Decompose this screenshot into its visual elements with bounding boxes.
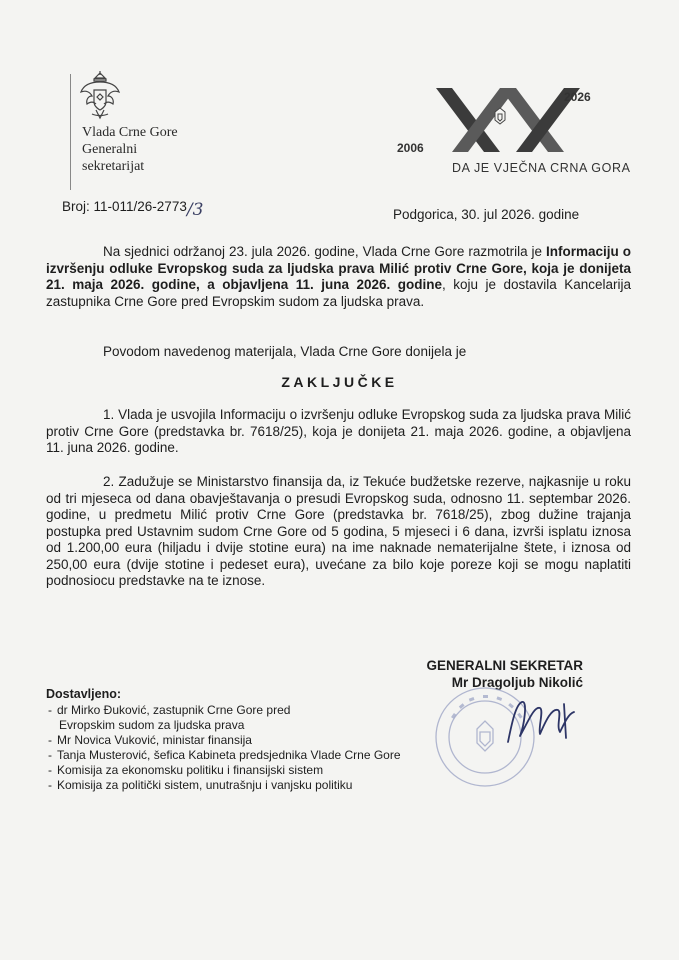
logo-year-left: 2006 — [397, 141, 424, 155]
intro-part-2: , koju je dostavila Kancelarija zastupnika Crne Gore pred Evropskim sudom za ljudska prava. — [46, 277, 631, 309]
signatory-name: Mr Dragoljub Nikolić — [451, 675, 583, 690]
reference-number-text: Broj: 11-011/26-2773 — [62, 199, 187, 214]
lead-paragraph — [46, 344, 631, 361]
distribution-item-5: Komisija za politički sistem, unutrašnju i vanjsku politiku — [57, 778, 353, 792]
distribution-item-3: Tanja Musterović, šefica Kabineta predsjednika Vlade Crne Gore — [57, 748, 401, 762]
conclusion-2-text: 2. Zadužuje se Ministarstvo finansija da, iz Tekuće budžetske rezerve, najkasnije u roku od tri mjeseca od dana obavještavanja o presudi Evropskog suda, odnosno 11. septembar 2026. godine, u predmetu Milić protiv Crne Gore (predstavka br. 7618/25), zbog dužine trajanja postupka pred Ustavnim sudom Crne Gore od 5 godina, 5 mjeseci i 6 dana, izvrši isplatu iznosa od 1.200,00 eura (hiljadu i dvije stotine eura) na ime naknade nematerijalne štete, i iznosa od 250,00 eura (dvije stotine i pedeset eura), uvećane za bilo koje poreze koji se mogu naplatiti podnosiocu predstavke na te iznose. — [46, 474, 631, 588]
distribution-item-1-line-1: dr Mirko Đuković, zastupnik Crne Gore pred — [57, 703, 291, 717]
intro-bold-title: Informaciju o izvršenju odluke Evropskog suda za ljudska prava Milić protiv Crne Gore, koja je donijeta 21. maja 2026. godine, a objavljena 11. juna 2026. godine — [46, 244, 631, 292]
intro-part-1: Na sjednici održanoj 23. jula 2026. godine, Vlada Crne Gore razmotrila je — [103, 244, 547, 259]
header-divider — [70, 74, 71, 190]
lead-text: Povodom navedenog materijala, Vlada Crne Gore donijela je — [103, 344, 467, 359]
distribution-item — [46, 778, 401, 793]
org-line-3: sekretarijat — [82, 159, 145, 174]
handwritten-suffix: /3 — [186, 200, 204, 220]
organization-name — [82, 124, 178, 175]
conclusion-1 — [46, 407, 631, 457]
org-line-1: Vlada Crne Gore — [82, 125, 178, 140]
logo-slogan: DA JE VJEČNA CRNA GORA — [452, 161, 631, 175]
coat-of-arms-icon — [78, 70, 122, 122]
distribution-item — [46, 733, 401, 748]
handwritten-signature-icon — [498, 692, 588, 748]
document-title: ZAKLJUČKE — [281, 374, 398, 390]
distribution-title: Dostavljeno: — [46, 687, 122, 701]
org-line-2: Generalni — [82, 142, 138, 157]
distribution-item — [46, 763, 401, 778]
conclusion-1-text: 1. Vlada je usvojila Informaciju o izvršenju odluke Evropskog suda za ljudska prava Milić protiv Crne Gore (predstavka br. 7618/25), koja je donijeta 21. maja 2026. godine, a objavljena 11. juna 2026. godine. — [46, 407, 631, 455]
conclusion-2 — [46, 474, 631, 590]
distribution-item-4: Komisija za ekonomsku politiku i finansijski sistem — [57, 763, 324, 777]
distribution-item-2: Mr Novica Vuković, ministar finansija — [57, 733, 252, 747]
distribution-list — [46, 687, 401, 793]
reference-number — [62, 196, 204, 220]
document-date: Podgorica, 30. jul 2026. godine — [393, 207, 580, 222]
intro-paragraph — [46, 244, 631, 310]
distribution-item — [46, 748, 401, 763]
signatory-role: GENERALNI SEKRETAR — [426, 658, 583, 673]
distribution-item-1-line-2: Evropskim sudom za ljudska prava — [59, 718, 245, 732]
logo-year-right: 2026 — [564, 90, 591, 104]
distribution-item — [46, 703, 401, 733]
